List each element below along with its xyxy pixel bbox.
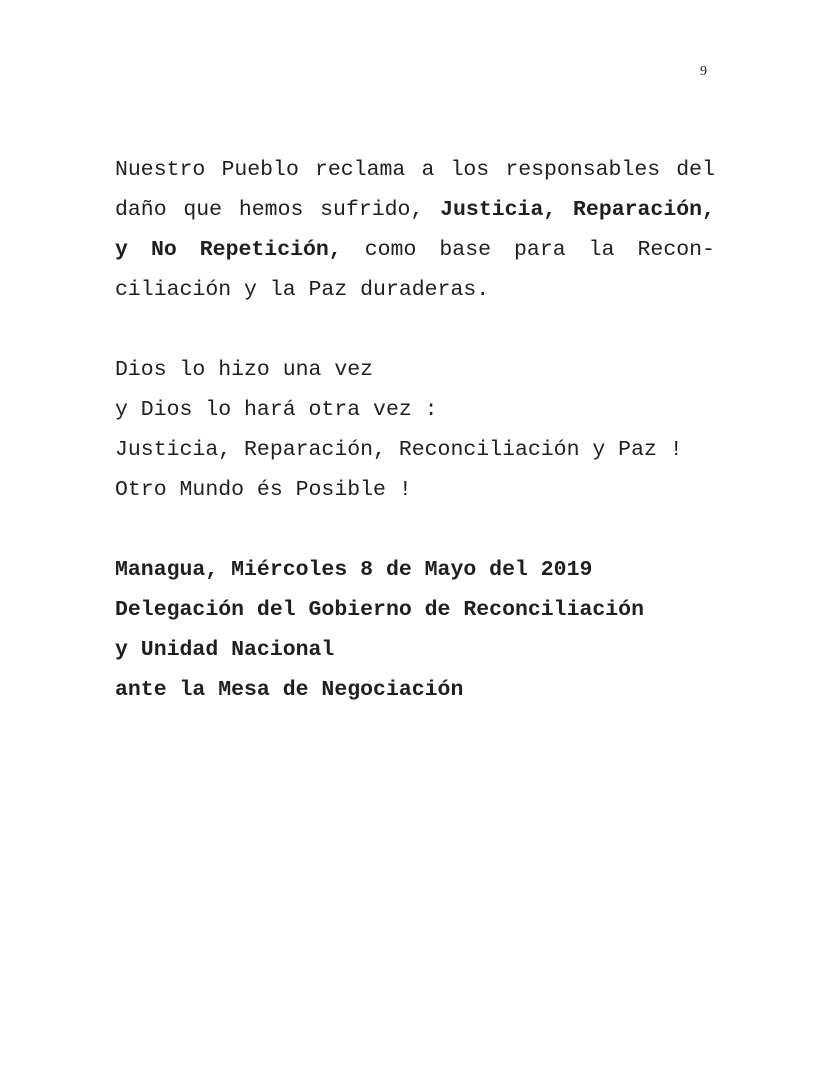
bold-term-justicia: Justicia, xyxy=(440,198,557,222)
word: daño xyxy=(115,198,167,222)
word: sufrido, xyxy=(320,198,424,222)
prayer-line: Otro Mundo és Posible ! xyxy=(115,478,412,502)
word: los xyxy=(450,158,490,182)
word: responsables xyxy=(505,158,661,182)
page-number: 9 xyxy=(700,64,707,79)
paragraph-prayer xyxy=(115,350,715,510)
word: Pueblo xyxy=(221,158,299,182)
paragraph-line xyxy=(115,230,715,270)
signature-block xyxy=(115,550,715,710)
word: para xyxy=(514,238,566,262)
prayer-line: Dios lo hizo una vez xyxy=(115,358,374,382)
bold-term-reparacion: Reparación, xyxy=(573,198,715,222)
word: reclama xyxy=(315,158,406,182)
bold-word: y xyxy=(115,238,128,262)
paragraph-line xyxy=(115,150,715,190)
paragraph-reclamation xyxy=(115,150,715,310)
word: hemos xyxy=(238,198,304,222)
word: del xyxy=(676,158,715,182)
signature-line: y Unidad Nacional xyxy=(115,638,335,662)
word: como xyxy=(364,238,417,262)
word: la xyxy=(588,238,615,262)
bold-word: No xyxy=(150,238,177,262)
word: Recon- xyxy=(637,238,715,262)
signature-line: ante la Mesa de Negociación xyxy=(115,678,464,702)
word: Nuestro xyxy=(115,158,206,182)
word: a xyxy=(421,158,435,182)
prayer-line: Justicia, Reparación, Reconciliación y Paz ! xyxy=(115,438,683,462)
word: base xyxy=(439,238,491,262)
signature-line: Delegación del Gobierno de Reconciliación xyxy=(115,598,644,622)
bold-term-no-repeticion: Repetición, xyxy=(199,238,342,262)
prayer-line: y Dios lo hará otra vez : xyxy=(115,398,438,422)
signature-date: Managua, Miércoles 8 de Mayo del 2019 xyxy=(115,558,593,582)
word: que xyxy=(183,198,223,222)
paragraph-line xyxy=(115,190,715,230)
paragraph-line: ciliación y la Paz duraderas. xyxy=(115,278,490,302)
